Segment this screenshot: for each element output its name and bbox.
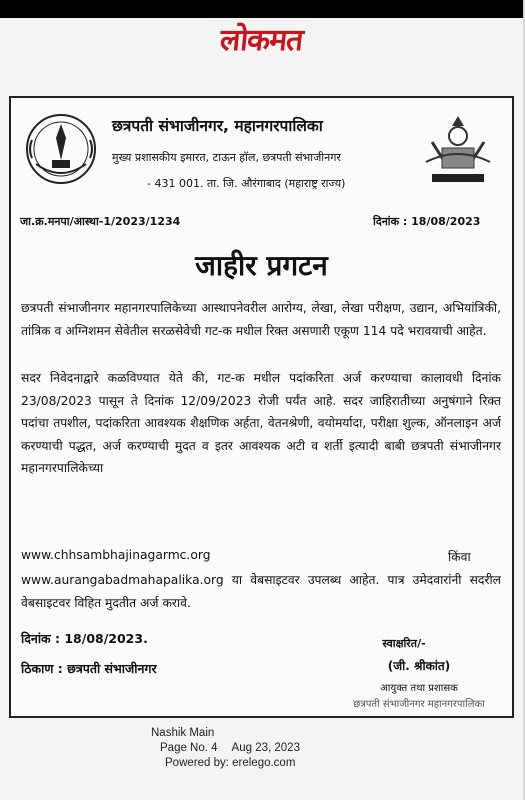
maharashtra-seal-icon (412, 112, 504, 190)
address-line-2: - 431 001. ता. जि. औरंगाबाद (महाराष्ट्र राज्य) (147, 177, 346, 190)
page-info (151, 741, 300, 756)
address-line-1: मुख्य प्रशासकीय इमारत, टाऊन हॉल, छत्रपती संभाजीनगर (112, 151, 341, 164)
publish-date: Aug 23, 2023 (231, 742, 300, 754)
organization-name: छत्रपती संभाजीनगर, महानगरपालिका (112, 117, 323, 135)
paragraph-application-period: सदर निवेदनाद्वारे कळविण्यात येते की, गट-क मधील पदांकरिता अर्ज करण्याचा कालावधी दिनांक 23/08/2023 पासून ते दिनांक 12/09/2023 रोजी पर्यंत आहे. सदर जाहिरातीच्या अनुषंगाने रिक्त पदांचा तपशील, पदांकरिता आवश्यक शैक्षणिक अर्हता, वेतनश्रेणी, वयोमर्यादा, परीक्षा शुल्क, ऑनलाइन अर्ज करण्याची पद्धत, अर्ज करण्याची मुदत व इतर आवश्यक अटी व शर्ती इत्यादी बाबी छत्रपती संभाजीनगर महानगरपालिकेच्या (21, 371, 501, 475)
closing-date: दिनांक : 18/08/2023. (21, 631, 148, 646)
paragraph-vacancies: छत्रपती संभाजीनगर महानगरपालिकेच्या आस्थापनेवरील आरोग्य, लेखा, लेखा परीक्षण, उद्यान, अभियांत्रिकी, तांत्रिक व अग्निशमन सेवेतील सरळसेवेची गट-क मधील रिक्त असणारी एकूण 114 पदे भरावयाची आहेत. (21, 301, 501, 338)
powered-by: Powered by: erelego.com (165, 757, 296, 769)
or-word: किंवा (448, 550, 471, 564)
signed-label: स्वाक्षरित/- (382, 637, 426, 650)
paragraph-website: www.aurangabadmahapalika.org या वेबसाइटवर उपलब्ध आहेत. पात्र उमेदवारांनी सदरील वेबसाइटवर विहित मुदतीत अर्ज करावे. (21, 573, 501, 610)
signatory-designation: आयुक्त तथा प्रशासक (380, 683, 458, 694)
signatory-designation-2 (344, 696, 494, 704)
edition-name: Nashik Main (151, 727, 215, 739)
newspaper-masthead: लोकमत (218, 23, 305, 58)
website-url-1: www.chhsambhajinagarmc.org (21, 548, 211, 562)
closing-place: ठिकाण : छत्रपती संभाजीनगर (21, 661, 157, 676)
signatory-name: (जी. श्रीकांत) (387, 659, 451, 673)
top-black-bar (0, 0, 523, 18)
municipal-emblem-icon (22, 110, 100, 188)
reference-number: जा.क्र.मनपा/आस्था-1/2023/1234 (20, 215, 181, 228)
page-footer (151, 726, 300, 771)
notice-heading: जाहीर प्रगटन (195, 249, 328, 282)
page-number: Page No. 4 (160, 742, 218, 754)
notice-date: दिनांक : 18/08/2023 (373, 215, 481, 228)
signature-block (344, 636, 494, 704)
